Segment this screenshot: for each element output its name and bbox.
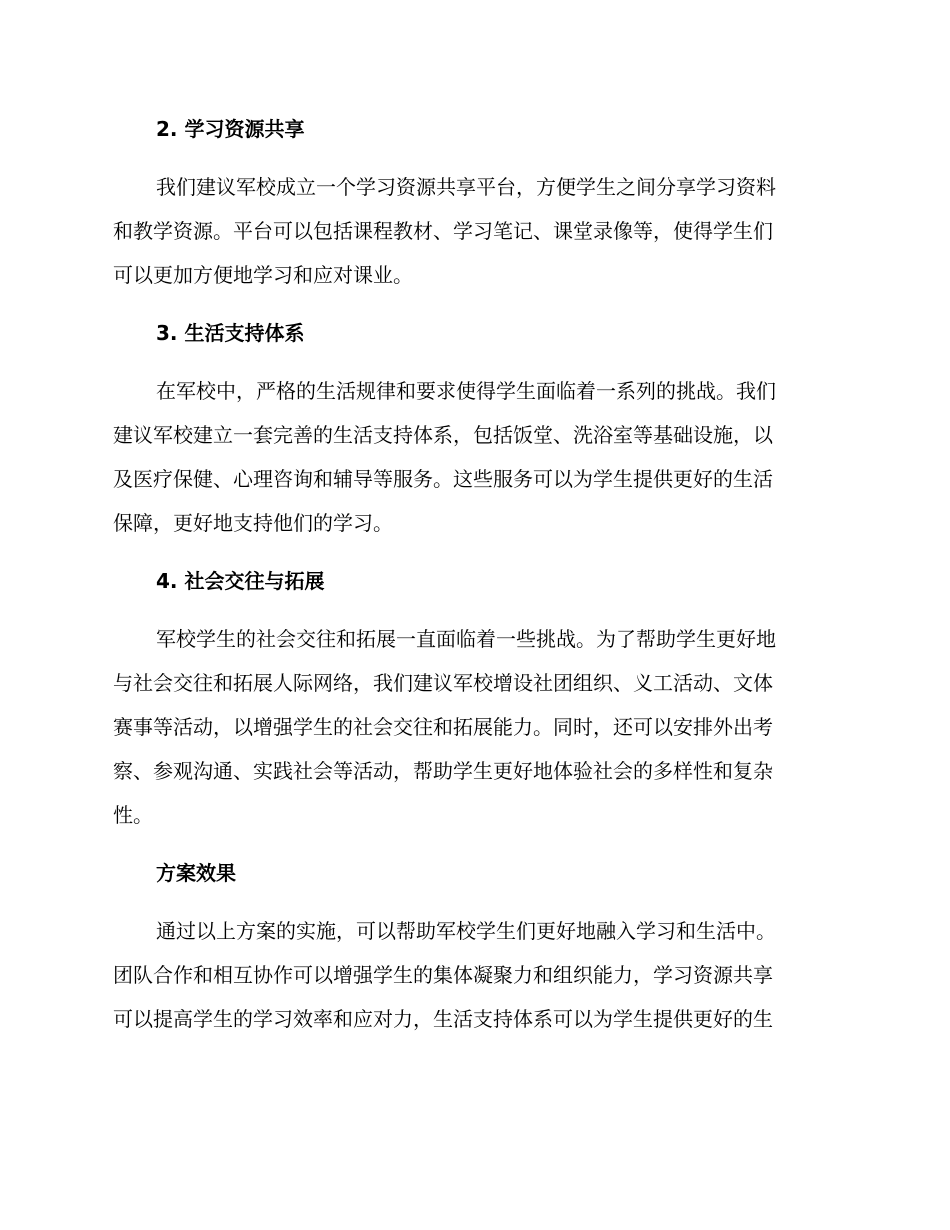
section-heading: 方案效果: [156, 861, 236, 885]
paragraph-line: 赛事等活动，以增强学生的社会交往和拓展能力。同时，还可以安排外出考: [113, 715, 773, 739]
paragraph-line: 我们建议军校成立一个学习资源共享平台，方便学生之间分享学习资料: [156, 175, 776, 199]
section-paragraph: [113, 165, 830, 297]
paragraph-line: 可以更加方便地学习和应对课业。: [113, 263, 413, 287]
section-heading: 4. 社会交往与拓展: [156, 569, 325, 593]
paragraph-line: 团队合作和相互协作可以增强学生的集体凝聚力和组织能力，学习资源共享: [113, 963, 773, 987]
document-body: [113, 107, 830, 1055]
paragraph-line: 保障，更好地支持他们的学习。: [113, 511, 393, 535]
paragraph-line: 察、参观沟通、实践社会等活动，帮助学生更好地体验社会的多样性和复杂: [113, 759, 773, 783]
paragraph-line: 性。: [113, 803, 153, 827]
section-heading: 2. 学习资源共享: [156, 117, 305, 141]
section-heading: 3. 生活支持体系: [156, 321, 305, 345]
paragraph-line: 与社会交往和拓展人际网络，我们建议军校增设社团组织、义工活动、文体: [113, 671, 773, 695]
paragraph-line: 军校学生的社会交往和拓展一直面临着一些挑战。为了帮助学生更好地: [156, 627, 776, 651]
paragraph-line: 可以提高学生的学习效率和应对力，生活支持体系可以为学生提供更好的生: [113, 1007, 773, 1031]
paragraph-line: 通过以上方案的实施，可以帮助军校学生们更好地融入学习和生活中。: [156, 919, 776, 943]
paragraph-line: 和教学资源。平台可以包括课程教材、学习笔记、课堂录像等，使得学生们: [113, 219, 773, 243]
paragraph-line: 建议军校建立一套完善的生活支持体系，包括饭堂、洗浴室等基础设施，以: [113, 423, 773, 447]
section-paragraph: [113, 909, 830, 1041]
section-paragraph: [113, 369, 830, 545]
section-paragraph: [113, 617, 830, 837]
paragraph-line: 在军校中，严格的生活规律和要求使得学生面临着一系列的挑战。我们: [156, 379, 776, 403]
paragraph-line: 及医疗保健、心理咨询和辅导等服务。这些服务可以为学生提供更好的生活: [113, 467, 773, 491]
